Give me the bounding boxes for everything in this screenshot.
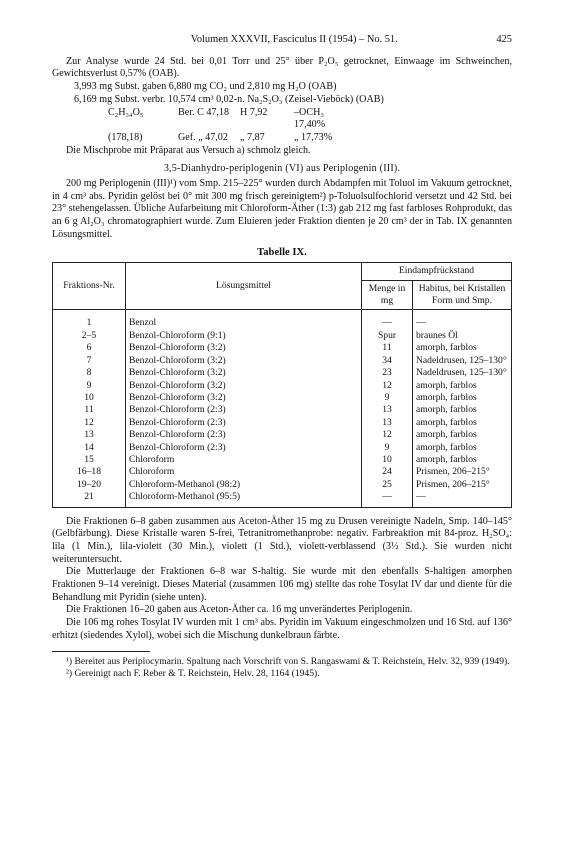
paragraph-2: Die Fraktionen 6–8 gaben zusammen aus Aceton-Äther 15 mg zu Drusen vereinigte Nadeln, Smp. 140–145° (Gelbfärbung). Diese Kristalle waren S-frei, Tetranitromethanprobe: negativ. Farbreaktion mit 84-proz. H₂SO₄: lila (1 Min.), lila-violett (30 Min.), violett (1 Std.), violett-verblassend (3½ Std.). Sie wurden nicht weiteruntersucht. [52,515,512,565]
table-row [53,491,512,507]
col-header-solvent: Lösungsmittel [126,263,362,310]
col-header-habit: Habitus, bei Kristallen Form und Smp. [413,280,512,310]
cell-fraction: 8 [53,367,126,379]
footnote-rule [52,651,150,652]
cell-solvent: Chloroform-Methanol (95:5) [126,491,362,507]
table-row [53,380,512,392]
paragraph-4: Die Fraktionen 16–20 gaben aus Aceton-Äther ca. 16 mg unverändertes Periplogenin. [66,604,413,616]
cell-fraction: 21 [53,491,126,507]
cell-fraction: 16–18 [53,466,126,478]
cell-solvent: Benzol-Chloroform (2:3) [126,404,362,416]
paragraph-1: 200 mg Periplogenin (III)¹) vom Smp. 215–225° wurden durch Abdampfen mit Toluol im Vakuum getrocknet, in 4 cm³ abs. Pyridin gelöst bei 0° mit 300 mg frisch gereinigtem²) p-Toluolsulfochlorid versetzt und 42 Std. bei 23° stehengelassen. Übliche Aufarbeitung mit Chloroform-Äther (1:3) gab 212 mg fast farbloses Rohprodukt, das an 6 g Al₂O₃ chromatographiert wurde. Zum Eluieren jeder Fraktion dienten je 20 cm³ der in Tab. IX genannten Lösungsmittel. [52,178,512,240]
cell-amount: 13 [362,404,413,416]
table-row [53,355,512,367]
cell-solvent: Benzol-Chloroform (2:3) [126,417,362,429]
cell-fraction: 12 [53,417,126,429]
page-number: 425 [496,34,512,45]
cell-amount: 34 [362,355,413,367]
mixed-mp-note: Die Mischprobe mit Präparat aus Versuch a) schmolz gleich. [66,144,311,156]
found-h: „ 7,87 [240,131,265,143]
col-header-amount: Menge in mg [362,280,413,310]
cell-habit: amorph, farblos [416,429,477,441]
cell-fraction: 1 [53,310,126,330]
fractions-table [52,262,512,507]
cell-habit: amorph, farblos [416,416,477,428]
cell-habit: amorph, farblos [416,404,477,416]
calc-h: H 7,92 [240,106,268,118]
mol-weight: (178,18) [108,131,143,143]
cell-solvent: Chloroform [126,466,362,478]
analysis-line-1: 3,993 mg Subst. gaben 6,880 mg CO₂ und 2,810 mg H₂O (OAB) [74,81,337,93]
cell-solvent: Benzol-Chloroform (3:2) [126,380,362,392]
cell-solvent: Benzol [126,310,362,330]
cell-fraction: 14 [53,442,126,454]
cell-habit: amorph, farblos [416,453,477,465]
cell-amount: 9 [362,442,413,454]
cell-fraction: 6 [53,342,126,354]
table-row [53,429,512,441]
cell-amount: — [362,310,413,330]
cell-solvent: Chloroform [126,454,362,466]
cell-fraction: 10 [53,392,126,404]
footnote-1: ¹) Bereitet aus Periplocymarin. Spaltung nach Vorschrift von S. Rangaswami & T. Reichstein, Helv. 32, 939 (1949). [66,655,510,667]
table-row [53,479,512,491]
cell-amount: 23 [362,367,413,379]
table-row [53,392,512,404]
calc-c: Ber. C 47,18 [178,106,230,118]
cell-habit: amorph, farblos [416,441,477,453]
cell-fraction: 15 [53,454,126,466]
table-row [53,342,512,354]
cell-habit: amorph, farblos [416,379,477,391]
cell-solvent: Benzol-Chloroform (3:2) [126,367,362,379]
table-row [53,404,512,416]
cell-amount: 12 [362,429,413,441]
cell-solvent: Benzol-Chloroform (3:2) [126,392,362,404]
cell-amount: 12 [362,380,413,392]
table-row [53,367,512,379]
col-header-fraction: Fraktions-Nr. [53,263,126,310]
cell-habit: Nadeldrusen, 125–130° [416,354,507,366]
table-caption: Tabelle IX. [257,246,307,258]
cell-habit: amorph, farblos [416,342,477,354]
cell-habit: Prismen, 206–215° [416,466,490,478]
table-row [53,454,512,466]
calc-och3: –OCH₃ 17,40% [294,106,326,131]
table-row [53,417,512,429]
found-c: Gef. „ 47,02 [178,131,228,143]
cell-habit: — [416,491,426,503]
cell-amount: 25 [362,479,413,491]
cell-habit: Nadeldrusen, 125–130° [416,367,507,379]
found-och3: „ 17,73% [294,131,333,143]
running-header [52,34,512,47]
cell-solvent: Benzol-Chloroform (2:3) [126,429,362,441]
footnote-2: ²) Gereinigt nach F. Reber & T. Reichstein, Helv. 28, 1164 (1945). [66,667,320,679]
cell-amount: — [362,491,413,507]
cell-solvent: Benzol-Chloroform (9:1) [126,330,362,342]
section-title: 3,5-Dianhydro-periplogenin (VI) aus Periplogenin (III). [163,163,401,175]
cell-habit: Prismen, 206–215° [416,478,490,490]
col-header-residue: Eindampfrückstand [362,263,512,280]
cell-solvent: Chloroform-Methanol (98:2) [126,479,362,491]
table-row [53,310,512,330]
cell-solvent: Benzol-Chloroform (3:2) [126,342,362,354]
cell-habit: braunes Öl [416,329,458,341]
cell-habit: amorph, farblos [416,391,477,403]
calc-found-block [52,107,512,145]
cell-fraction: 7 [53,355,126,367]
page [52,34,512,680]
cell-amount: 11 [362,342,413,354]
cell-amount: 24 [362,466,413,478]
cell-amount: 13 [362,417,413,429]
cell-fraction: 19–20 [53,479,126,491]
cell-amount: 9 [362,392,413,404]
formula: C₂H₃₄O₅ [108,106,144,118]
cell-fraction: 13 [53,429,126,441]
cell-habit: — [416,317,426,329]
table-body [53,310,512,507]
cell-amount: Spur [362,330,413,342]
analysis-intro: Zur Analyse wurde 24 Std. bei 0,01 Torr und 25° über P₂O₅ getrocknet, Einwaage im Schweinchen, Gewichtsverlust 0,57% (OAB). [52,55,512,80]
table-row [53,442,512,454]
cell-amount: 10 [362,454,413,466]
journal-header: Volumen XXXVII, Fasciculus II (1954) – No. 51. [190,34,398,45]
cell-solvent: Benzol-Chloroform (3:2) [126,355,362,367]
paragraph-5: Die 106 mg rohes Tosylat IV wurden mit 1 cm³ abs. Pyridin im Vakuum eingeschmolzen und 16 Std. auf 136° erhitzt (siedendes Xylol), wobei sich die Mischung dunkelbraun färbte. [52,617,512,641]
table-row [53,330,512,342]
cell-fraction: 9 [53,380,126,392]
cell-solvent: Benzol-Chloroform (2:3) [126,442,362,454]
table-row [53,466,512,478]
analysis-line-2: 6,169 mg Subst. verbr. 10,574 cm³ 0,02-n. Na₂S₂O₃ (Zeisel-Vieböck) (OAB) [74,93,384,105]
cell-fraction: 2–5 [53,330,126,342]
paragraph-3: Die Mutterlauge der Fraktionen 6–8 war S-haltig. Sie wurde mit den ebenfalls S-haltigen amorphen Fraktionen 9–14 vereinigt. Dieses Material (zusammen 106 mg) stellte das rohe Tosylat IV dar und diente für die Behandlung mit Pyridin (siehe unten). [52,566,512,603]
cell-fraction: 11 [53,404,126,416]
